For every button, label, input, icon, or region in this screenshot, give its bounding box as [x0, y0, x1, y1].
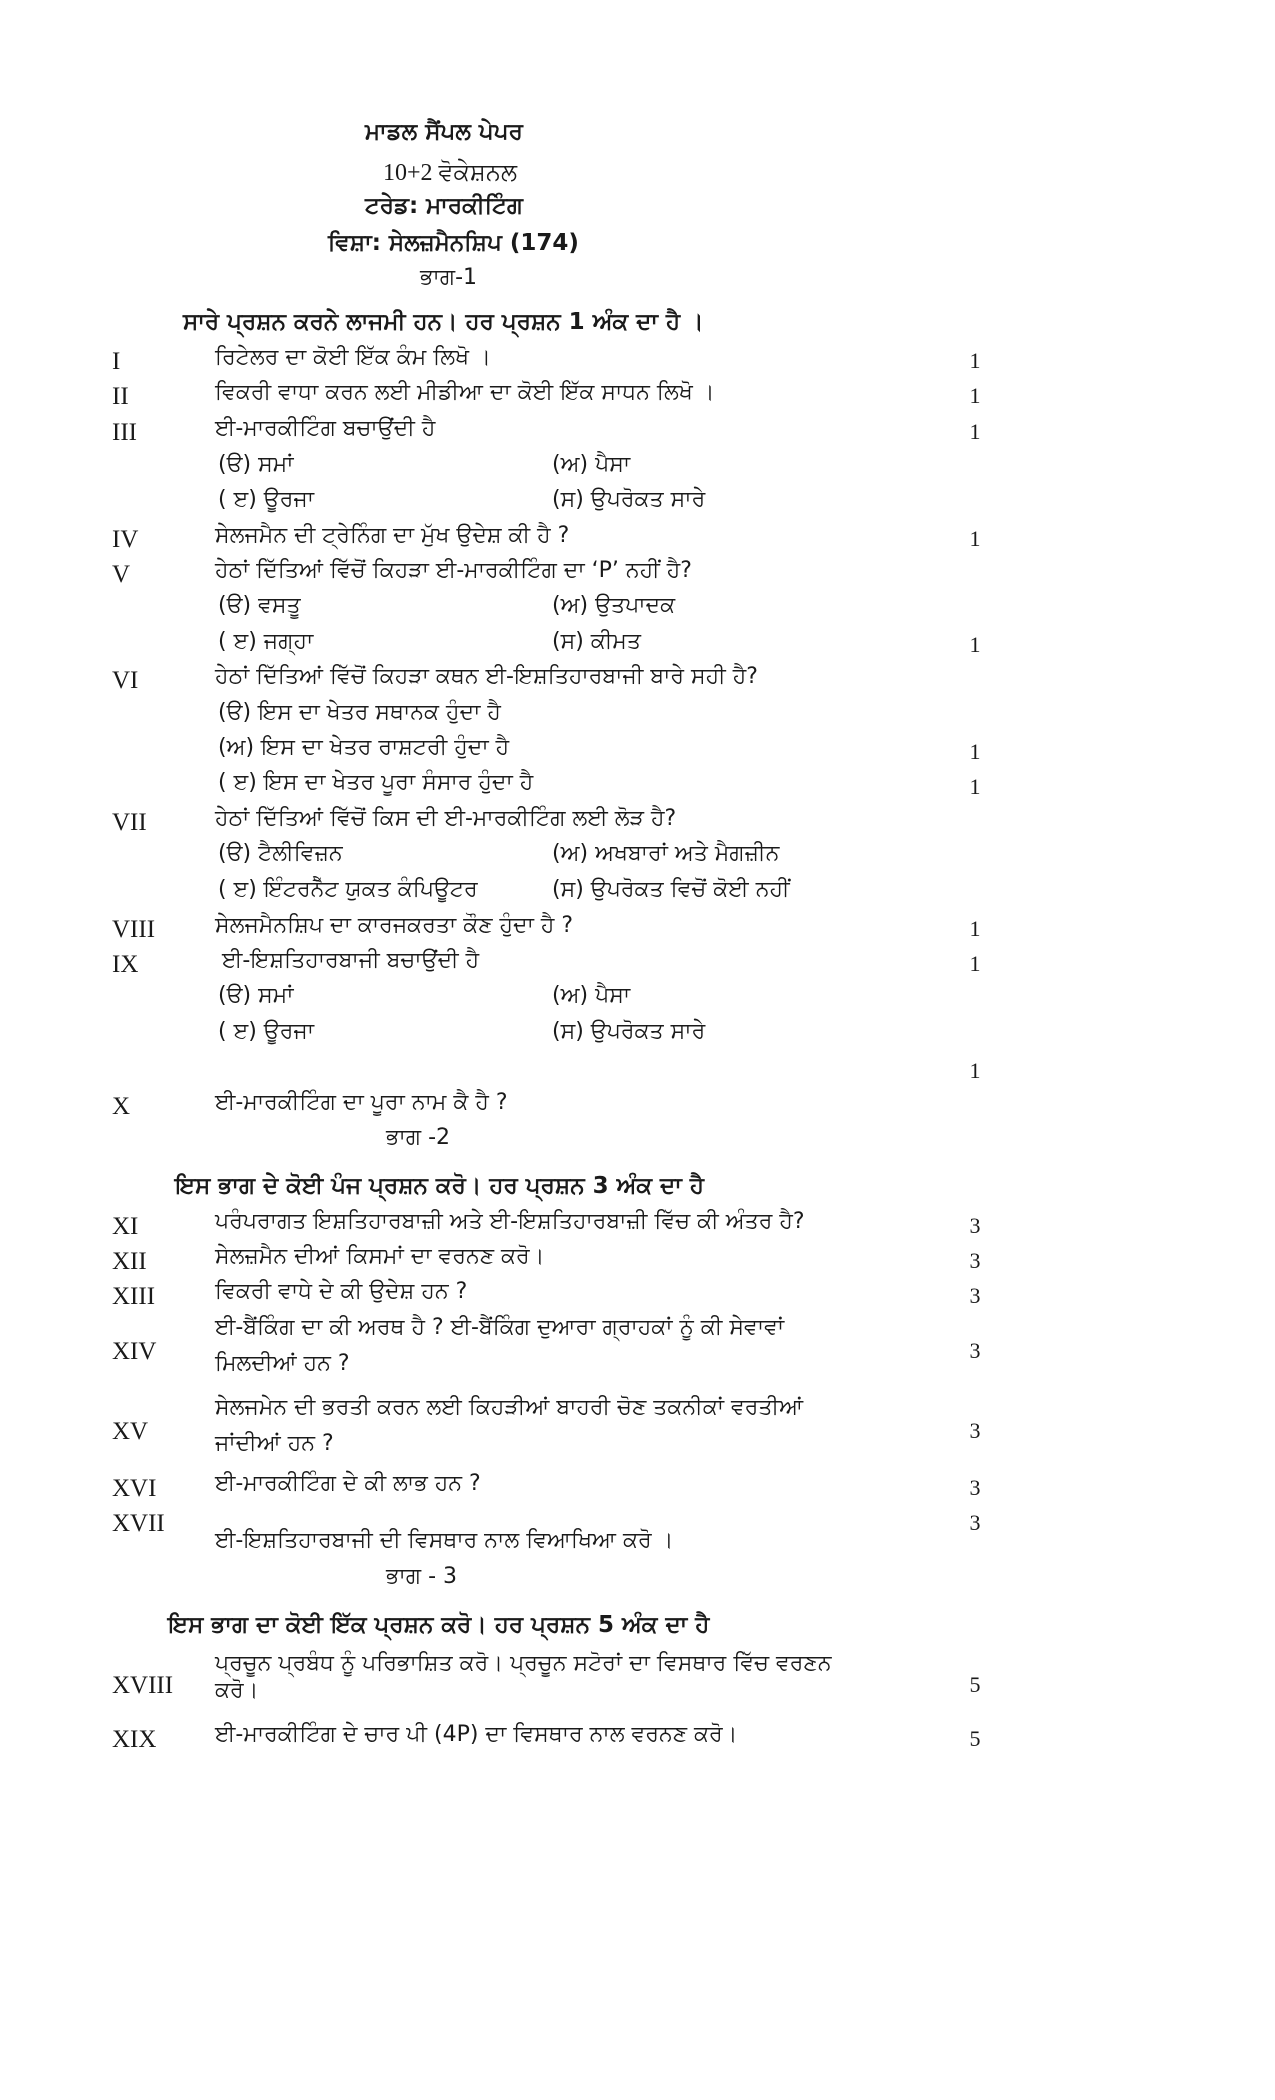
question-number: XIV	[112, 1338, 157, 1365]
question-number: IV	[112, 526, 139, 553]
option: ( ੲ) ਊਰਜਾ	[218, 1019, 315, 1044]
question-marks: 1	[969, 739, 981, 764]
question-text: ਵਿਕਰੀ ਵਾਧਾ ਕਰਨ ਲਈ ਮੀਡੀਆ ਦਾ ਕੋਈ ਇੱਕ ਸਾਧਨ ਲਿਖੋ ।	[215, 380, 715, 405]
part-3-instruction: ਇਸ ਭਾਗ ਦਾ ਕੋਈ ਇੱਕ ਪ੍ਰਸ਼ਨ ਕਰੋ। ਹਰ ਪ੍ਰਸ਼ਨ 5 ਅੰਕ ਦਾ ਹੈ	[168, 1612, 710, 1638]
question-text: ਪ੍ਰਚੂਨ ਪ੍ਰਬੰਧ ਨੂੰ ਪਰਿਭਾਸ਼ਿਤ ਕਰੋ। ਪ੍ਰਚੂਨ ਸਟੋਰਾਂ ਦਾ ਵਿਸਥਾਰ ਵਿੱਚ ਵਰਣਨ	[215, 1651, 832, 1676]
question-number: III	[112, 419, 137, 446]
question-number: VIII	[112, 916, 156, 943]
question-text: ਈ-ਮਾਰਕੀਟਿੰਗ ਦਾ ਪੂਰਾ ਨਾਮ ਕੈ ਹੈ ?	[215, 1090, 508, 1115]
question-text: ਪਰੰਪਰਾਗਤ ਇਸ਼ਤਿਹਾਰਬਾਜ਼ੀ ਅਤੇ ਈ-ਇਸ਼ਤਿਹਾਰਬਾਜ਼ੀ ਵਿੱਚ ਕੀ ਅੰਤਰ ਹੈ?	[215, 1209, 805, 1234]
question-text: ਸੇਲਜਮੇਨ ਦੀ ਭਰਤੀ ਕਰਨ ਲਈ ਕਿਹੜੀਆਂ ਬਾਹਰੀ ਚੋਣ ਤਕਨੀਕਾਂ ਵਰਤੀਆਂ	[215, 1395, 804, 1420]
question-marks: 3	[969, 1475, 981, 1500]
question-number: XIX	[112, 1726, 157, 1753]
question-number: V	[112, 561, 131, 588]
question-number: VII	[112, 809, 147, 836]
question-text: ਹੇਠਾਂ ਦਿੱਤਿਆਂ ਵਿੱਚੋਂ ਕਿਹੜਾ ਕਥਨ ਈ-ਇਸ਼ਤਿਹਾਰਬਾਜੀ ਬਾਰੇ ਸਹੀ ਹੈ?	[215, 664, 758, 689]
option: (ੳ) ਸਮਾਂ	[218, 452, 294, 477]
question-text: ਈ-ਇਸ਼ਤਿਹਾਰਬਾਜੀ ਦੀ ਵਿਸਥਾਰ ਨਾਲ ਵਿਆਖਿਆ ਕਰੋ ।	[215, 1528, 674, 1553]
question-number: XVIII	[112, 1672, 174, 1699]
option: (ੳ) ਵਸਤੂ	[218, 593, 301, 618]
question-text: ਸੇਲਜਮੈਨਸ਼ਿਪ ਦਾ ਕਾਰਜਕਰਤਾ ਕੌਣ ਹੁੰਦਾ ਹੈ ?	[215, 913, 574, 938]
option: (ੳ) ਸਮਾਂ	[218, 983, 294, 1008]
part-1-label: ਭਾਗ-1	[420, 265, 478, 290]
question-marks: 3	[969, 1418, 981, 1443]
option: (ਅ) ਇਸ ਦਾ ਖੇਤਰ ਰਾਸ਼ਟਰੀ ਹੁੰਦਾ ਹੈ	[218, 735, 510, 760]
option: ( ੲ) ਊਰਜਾ	[218, 487, 315, 512]
question-marks: 3	[969, 1248, 981, 1273]
question-marks: 1	[969, 1058, 981, 1083]
question-marks: 5	[969, 1726, 981, 1751]
question-text: ਈ-ਮਾਰਕੀਟਿੰਗ ਬਚਾਉਂਦੀ ਹੈ	[215, 416, 436, 441]
question-marks: 3	[969, 1213, 981, 1238]
question-number: XII	[112, 1248, 147, 1275]
question-marks: 1	[969, 419, 981, 444]
option: ( ੲ) ਇਸ ਦਾ ਖੇਤਰ ਪੂਰਾ ਸੰਸਾਰ ਹੁੰਦਾ ਹੈ	[218, 770, 534, 795]
question-marks: 1	[969, 774, 981, 799]
question-marks: 5	[969, 1672, 981, 1697]
subject-label: ਵਿਸ਼ਾ: ਸੇਲਜ਼ਮੈਨਸ਼ਿਪ (174)	[328, 230, 579, 256]
option: (ੳ) ਇਸ ਦਾ ਖੇਤਰ ਸਥਾਨਕ ਹੁੰਦਾ ਹੈ	[218, 700, 501, 725]
option: (ੳ) ਟੈਲੀਵਿਜ਼ਨ	[218, 841, 343, 866]
part-2-instruction: ਇਸ ਭਾਗ ਦੇ ਕੋਈ ਪੰਜ ਪ੍ਰਸ਼ਨ ਕਰੋ। ਹਰ ਪ੍ਰਸ਼ਨ 3 ਅੰਕ ਦਾ ਹੈ	[175, 1173, 704, 1199]
option: (ਸ) ਉਪਰੋਕਤ ਸਾਰੇ	[552, 487, 706, 512]
paper-title: ਮਾਡਲ ਸੈਂਪਲ ਪੇਪਰ	[365, 119, 523, 145]
option: (ਸ) ਉਪਰੋਕਤ ਸਾਰੇ	[552, 1019, 706, 1044]
question-marks: 1	[969, 526, 981, 551]
question-text: ਈ-ਬੈਂਕਿੰਗ ਦਾ ਕੀ ਅਰਥ ਹੈ ? ਈ-ਬੈਂਕਿੰਗ ਦੁਆਰਾ ਗ੍ਰਾਹਕਾਂ ਨੂੰ ਕੀ ਸੇਵਾਵਾਂ	[215, 1315, 785, 1340]
question-number: VI	[112, 667, 139, 694]
question-text: ਈ-ਮਾਰਕੀਟਿੰਗ ਦੇ ਕੀ ਲਾਭ ਹਨ ?	[215, 1471, 481, 1496]
question-text: ਹੇਠਾਂ ਦਿੱਤਿਆਂ ਵਿੱਚੋਂ ਕਿਹੜਾ ਈ-ਮਾਰਕੀਟਿੰਗ ਦਾ ‘P’ ਨਹੀਂ ਹੈ?	[215, 558, 692, 583]
question-text: ਈ-ਮਾਰਕੀਟਿੰਗ ਦੇ ਚਾਰ ਪੀ (4P) ਦਾ ਵਿਸਥਾਰ ਨਾਲ ਵਰਨਣ ਕਰੋ।	[215, 1722, 738, 1747]
question-text: ਸੇਲਜਮੈਨ ਦੀ ਟ੍ਰੇਨਿੰਗ ਦਾ ਮੁੱਖ ਉਦੇਸ਼ ਕੀ ਹੈ ?	[215, 523, 570, 548]
part-1-instruction: ਸਾਰੇ ਪ੍ਰਸ਼ਨ ਕਰਨੇ ਲਾਜਮੀ ਹਨ। ਹਰ ਪ੍ਰਸ਼ਨ 1 ਅੰਕ ਦਾ ਹੈ ।	[183, 309, 704, 335]
option: ( ੲ) ਜਗ੍ਹਾ	[218, 629, 314, 654]
question-number: I	[112, 348, 121, 375]
option: (ਅ) ਉਤਪਾਦਕ	[552, 593, 676, 618]
option: ( ੲ) ਇੰਟਰਨੈੱਟ ਯੁਕਤ ਕੰਪਿਊਟਰ	[218, 877, 478, 902]
question-number: II	[112, 383, 129, 410]
class-label: 10+2 ਵੋਕੇਸ਼ਨਲ	[383, 160, 518, 186]
question-text: ਵਿਕਰੀ ਵਾਧੇ ਦੇ ਕੀ ਉਦੇਸ਼ ਹਨ ?	[215, 1279, 468, 1304]
question-marks: 3	[969, 1283, 981, 1308]
question-marks: 1	[969, 951, 981, 976]
question-text: ਜਾਂਦੀਆਂ ਹਨ ?	[215, 1431, 334, 1456]
question-number: X	[112, 1093, 131, 1120]
question-number: XIII	[112, 1283, 156, 1310]
question-number: XV	[112, 1418, 149, 1445]
question-number: XI	[112, 1213, 139, 1240]
trade-label: ਟਰੇਡ: ਮਾਰਕੀਟਿੰਗ	[365, 193, 523, 219]
question-number: XVI	[112, 1475, 157, 1502]
question-number: XVII	[112, 1510, 165, 1537]
question-marks: 1	[969, 632, 981, 657]
question-marks: 1	[969, 916, 981, 941]
option: (ਸ) ਉਪਰੋਕਤ ਵਿਚੋਂ ਕੋਈ ਨਹੀਂ	[552, 877, 790, 902]
question-marks: 1	[969, 348, 981, 373]
question-marks: 1	[969, 383, 981, 408]
question-text: ਮਿਲਦੀਆਂ ਹਨ ?	[215, 1351, 350, 1376]
question-text: ਸੇਲਜ਼ਮੈਨ ਦੀਆਂ ਕਿਸਮਾਂ ਦਾ ਵਰਨਣ ਕਰੋ।	[215, 1244, 545, 1269]
question-text: ਰਿਟੇਲਰ ਦਾ ਕੋਈ ਇੱਕ ਕੰਮ ਲਿਖੋ ।	[215, 345, 491, 370]
question-number: IX	[112, 951, 139, 978]
question-text: ਹੇਠਾਂ ਦਿੱਤਿਆਂ ਵਿੱਚੋਂ ਕਿਸ ਦੀ ਈ-ਮਾਰਕੀਟਿੰਗ ਲਈ ਲੋੜ ਹੈ?	[215, 806, 677, 831]
option: (ਅ) ਅਖਬਾਰਾਂ ਅਤੇ ਮੈਗਜ਼ੀਨ	[552, 841, 780, 866]
question-text: ਕਰੋ।	[215, 1678, 259, 1703]
question-marks: 3	[969, 1510, 981, 1535]
part-3-label: ਭਾਗ - 3	[386, 1564, 458, 1589]
question-marks: 3	[969, 1338, 981, 1363]
option: (ਅ) ਪੈਸਾ	[552, 983, 631, 1008]
option: (ਅ) ਪੈਸਾ	[552, 452, 631, 477]
part-2-label: ਭਾਗ -2	[386, 1125, 451, 1150]
question-text: ਈ-ਇਸ਼ਤਿਹਾਰਬਾਜੀ ਬਚਾਉਂਦੀ ਹੈ	[222, 948, 480, 973]
option: (ਸ) ਕੀਮਤ	[552, 629, 641, 654]
